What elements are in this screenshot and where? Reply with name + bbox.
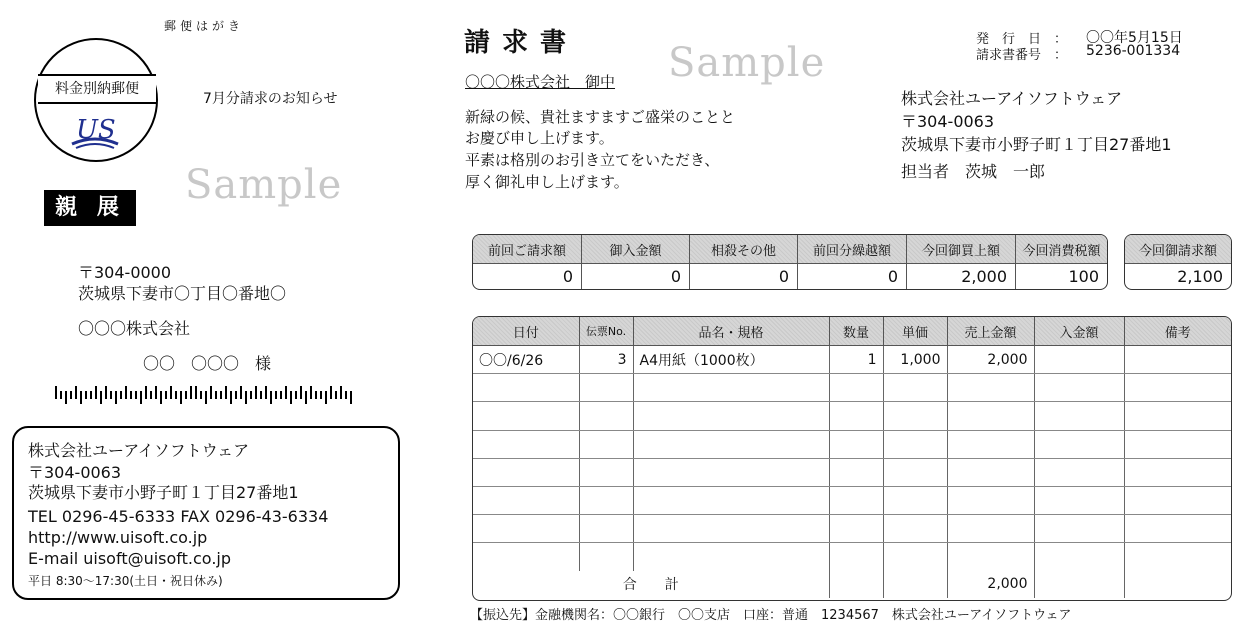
table-cell xyxy=(1034,571,1124,598)
table-cell xyxy=(829,430,883,458)
table-cell xyxy=(633,458,829,486)
sender-company: 株式会社ユーアイソフトウェア xyxy=(28,441,250,460)
company-logo-icon xyxy=(70,112,120,152)
sender-postal: 〒304-0063 xyxy=(28,463,122,482)
table-cell xyxy=(829,543,883,571)
table-cell xyxy=(883,571,947,598)
recipient-name: 〇〇 〇〇〇 様 xyxy=(143,354,272,373)
recipient-company: 〇〇〇株式会社 xyxy=(78,319,191,338)
sample-watermark-right: Sample xyxy=(668,40,826,86)
issuer-company: 株式会社ユーアイソフトウェア xyxy=(901,89,1123,108)
table-cell xyxy=(579,543,633,571)
invoice-title: 請求書 xyxy=(464,28,579,58)
greeting-line: 厚く御礼申し上げます。 xyxy=(465,173,629,191)
invoice-number: 5236-001334 xyxy=(1086,43,1181,59)
table-cell xyxy=(883,543,947,571)
table-cell xyxy=(1034,346,1124,374)
summary-value: 0 xyxy=(473,264,582,290)
postcard-label: 郵便はがき xyxy=(164,19,245,33)
table-cell xyxy=(473,515,579,543)
table-cell xyxy=(829,486,883,514)
summary-value: 0 xyxy=(582,264,690,290)
table-row xyxy=(473,515,1231,543)
sender-url: http://www.uisoft.co.jp xyxy=(28,528,208,547)
items-total-amount: 2,000 xyxy=(947,571,1034,598)
greeting-line: お慶び申し上げます。 xyxy=(465,129,614,147)
table-cell: A4用紙（1000枚） xyxy=(633,346,829,374)
table-cell xyxy=(1124,515,1231,543)
table-cell xyxy=(633,402,829,430)
postage-paid-label: 料金別納郵便 xyxy=(38,74,156,104)
table-row xyxy=(473,430,1231,458)
table-cell xyxy=(1124,374,1231,402)
billing-total-box xyxy=(1124,234,1232,290)
table-cell xyxy=(1034,430,1124,458)
table-cell xyxy=(579,458,633,486)
table-cell xyxy=(947,458,1034,486)
addressee: 〇〇〇株式会社 御中 xyxy=(465,73,616,91)
sender-hours: 平日 8:30～17:30(土日・祝日休み) xyxy=(28,574,223,588)
table-cell xyxy=(579,515,633,543)
total-value: 2,100 xyxy=(1177,267,1223,286)
billing-notice: 7月分請求のお知らせ xyxy=(203,91,338,107)
table-row xyxy=(473,402,1231,430)
customer-barcode xyxy=(55,386,360,404)
table-cell xyxy=(829,374,883,402)
table-cell xyxy=(947,374,1034,402)
items-table-frame xyxy=(472,316,1232,601)
table-cell xyxy=(829,571,883,598)
table-cell xyxy=(1034,543,1124,571)
items-header: 売上金額 xyxy=(947,317,1034,346)
summary-table xyxy=(473,235,1107,289)
table-cell xyxy=(1034,402,1124,430)
summary-header: 相殺その他 xyxy=(690,235,798,264)
greeting-line: 平素は格別のお引き立てをいただき、 xyxy=(465,151,720,169)
recipient-address: 茨城県下妻市〇丁目〇番地〇 xyxy=(78,284,287,303)
bank-transfer-info: 【振込先】金融機関名：〇〇銀行 〇〇支店 口座：普通 1234567 株式会社ユーアイソフトウェア xyxy=(470,608,1072,623)
table-cell xyxy=(883,430,947,458)
items-header: 備考 xyxy=(1124,317,1231,346)
table-cell xyxy=(947,430,1034,458)
table-row xyxy=(473,458,1231,486)
summary-header: 今回御買上額 xyxy=(907,235,1016,264)
table-cell xyxy=(1034,458,1124,486)
sample-watermark-left: Sample xyxy=(185,162,343,208)
table-cell xyxy=(1124,458,1231,486)
total-header: 今回御請求額 xyxy=(1125,235,1231,264)
table-cell xyxy=(829,458,883,486)
table-cell xyxy=(947,515,1034,543)
table-cell xyxy=(473,458,579,486)
table-cell xyxy=(633,515,829,543)
table-cell xyxy=(883,458,947,486)
table-row xyxy=(473,346,1231,374)
total-table xyxy=(1125,235,1231,289)
issuer-contact: 担当者 茨城 一郎 xyxy=(901,162,1046,181)
table-cell xyxy=(473,402,579,430)
summary-value: 0 xyxy=(798,264,907,290)
table-cell xyxy=(473,486,579,514)
table-cell xyxy=(579,430,633,458)
sender-address: 茨城県下妻市小野子町１丁目27番地1 xyxy=(28,483,299,502)
table-cell xyxy=(633,374,829,402)
summary-value: 0 xyxy=(690,264,798,290)
table-cell xyxy=(1124,430,1231,458)
items-header: 単価 xyxy=(883,317,947,346)
items-total-label: 合 計 xyxy=(473,571,829,598)
greeting-line: 新緑の候、貴社ますますご盛栄のことと xyxy=(465,108,736,126)
billing-summary xyxy=(472,234,1108,290)
table-cell xyxy=(947,486,1034,514)
table-cell xyxy=(883,515,947,543)
invoice-number-label: 請求書番号 ： xyxy=(976,48,1068,63)
items-header: 入金額 xyxy=(1034,317,1124,346)
table-cell xyxy=(473,374,579,402)
summary-value: 100 xyxy=(1068,267,1099,286)
table-cell xyxy=(829,515,883,543)
table-cell xyxy=(473,430,579,458)
recipient-postal: 〒304-0000 xyxy=(78,263,172,282)
table-cell xyxy=(579,486,633,514)
table-cell xyxy=(1124,486,1231,514)
table-cell xyxy=(883,374,947,402)
items-header: 伝票No. xyxy=(579,317,633,346)
table-cell xyxy=(633,486,829,514)
table-cell: 〇〇/6/26 xyxy=(473,346,579,374)
issue-date-label: 発 行 日 ： xyxy=(976,32,1068,47)
sender-email: E-mail uisoft@uisoft.co.jp xyxy=(28,549,231,568)
issue-date: 〇〇年5月15日 xyxy=(1086,30,1183,46)
table-cell: 1,000 xyxy=(883,346,947,374)
table-cell xyxy=(883,402,947,430)
table-cell: 2,000 xyxy=(947,346,1034,374)
table-row xyxy=(473,486,1231,514)
table-cell xyxy=(1124,402,1231,430)
table-cell xyxy=(1034,515,1124,543)
table-cell xyxy=(947,402,1034,430)
issuer-address: 茨城県下妻市小野子町１丁目27番地1 xyxy=(901,135,1172,154)
items-total-row xyxy=(473,571,1231,598)
table-cell xyxy=(1124,346,1231,374)
table-cell: 1 xyxy=(829,346,883,374)
table-cell xyxy=(633,543,829,571)
summary-header: 前回分繰越額 xyxy=(798,235,907,264)
table-cell xyxy=(1034,486,1124,514)
table-cell xyxy=(633,430,829,458)
summary-header: 前回ご請求額 xyxy=(473,235,582,264)
table-cell xyxy=(579,374,633,402)
items-header: 品名・規格 xyxy=(633,317,829,346)
summary-value: 2,000 xyxy=(907,264,1016,290)
table-row xyxy=(473,374,1231,402)
confidential-badge: 親 展 xyxy=(44,190,136,226)
table-cell: 3 xyxy=(579,346,633,374)
logo-text: US xyxy=(76,115,116,145)
issuer-postal: 〒304-0063 xyxy=(901,112,995,131)
items-header: 日付 xyxy=(473,317,579,346)
sender-tel-fax: TEL 0296-45-6333 FAX 0296-43-6334 xyxy=(28,507,329,526)
table-cell xyxy=(579,402,633,430)
table-row xyxy=(473,543,1231,571)
table-cell xyxy=(883,486,947,514)
items-table xyxy=(473,317,1231,598)
items-header: 数量 xyxy=(829,317,883,346)
table-cell xyxy=(1034,374,1124,402)
table-cell xyxy=(947,543,1034,571)
summary-header: 今回消費税額 xyxy=(1016,235,1108,264)
table-cell xyxy=(829,402,883,430)
table-cell xyxy=(1124,543,1231,571)
table-cell xyxy=(1124,571,1231,598)
summary-header: 御入金額 xyxy=(582,235,690,264)
table-cell xyxy=(473,543,579,571)
